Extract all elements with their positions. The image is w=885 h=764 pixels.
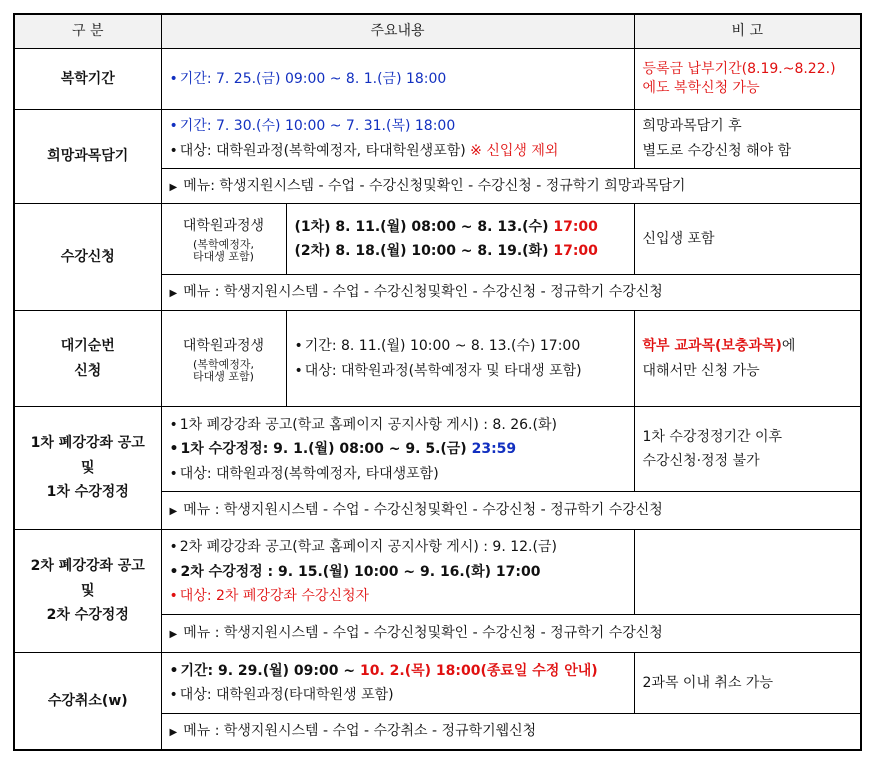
bullet-icon: • [169,70,178,87]
remark-waitlist-suffix: 에 [781,338,796,355]
target-sub-line2: 타대생 포함) [193,250,254,264]
remark-change1-line2: 수강신청·정정 불가 [642,453,760,470]
change2-cancel-notice: 2차 폐강강좌 공고(학교 홈페이지 공지사항 게시) : 9. 12.(금) [179,539,557,556]
category-change2-line1: 2차 폐강강좌 공고 [30,558,145,575]
triangle-right-icon: ▶ [169,288,178,300]
content-change2 [161,529,634,614]
schedule-table [13,13,862,751]
triangle-right-icon: ▶ [169,727,178,739]
registration-round2: (2차) 8. 18.(월) 10:00 ~ 8. 19.(화) [294,243,554,260]
remark-waitlist-highlight: 학부 교과목(보충과목) [642,338,782,355]
withdraw-period: 기간: 9. 29.(월) 09:00 ~ [180,662,360,679]
menu-path-text: 메뉴 : 학생지원시스템 - 수업 - 수강취소 - 정규학기웹신청 [183,723,537,740]
remark-change1 [634,407,861,492]
target-registration [161,204,286,275]
target-sub-line1: (복학예정자, [193,237,254,251]
remark-wishlist-line2: 별도로 수강신청 해야 함 [642,142,792,159]
category-change1 [14,407,161,529]
remark-change1-line1: 1차 수강정정기간 이후 [642,428,783,445]
table-row-readmission [14,49,861,110]
category-change1-line1: 1차 폐강강좌 공고 [30,435,145,452]
bullet-icon: • [169,539,178,556]
category-readmission: 복학기간 [14,49,161,110]
remark-wishlist-line1: 희망과목담기 후 [642,118,742,135]
content-readmission [161,49,634,110]
menu-path-text: 메뉴 : 학생지원시스템 - 수업 - 수강신청및확인 - 수강신청 - 정규학기 수강신청 [183,625,663,642]
remark-readmission: 등록금 납부기간(8.19.~8.22.) 에도 복학신청 가능 [634,49,861,110]
content-change1 [161,407,634,492]
remark-withdraw: 2과목 이내 취소 가능 [634,653,861,714]
triangle-right-icon: ▶ [169,506,178,518]
header-content: 주요내용 [161,14,634,49]
readmission-period: 기간: 7. 25.(금) 09:00 ~ 8. 1.(금) 18:00 [179,70,447,87]
table-row-change1 [14,407,861,492]
change1-period-end: 23:59 [471,441,517,458]
category-change2 [14,529,161,652]
content-withdraw [161,653,634,714]
table-row-change2 [14,529,861,614]
change2-period: 2차 수강정정 : 9. 15.(월) 10:00 ~ 9. 16.(화) 17:00 [180,563,541,580]
remark-waitlist-line2: 대해서만 신청 가능 [642,362,760,379]
table-row-waitlist [14,311,861,407]
menu-path-text: 메뉴 : 학생지원시스템 - 수업 - 수강신청및확인 - 수강신청 - 정규학기 수강신청 [183,502,663,519]
table-row-wishlist [14,110,861,169]
table-row-registration [14,204,861,275]
target-sub-line2: 타대생 포함) [193,370,254,384]
content-wishlist [161,110,634,169]
change1-period: 1차 수강정정: 9. 1.(월) 08:00 ~ 9. 5.(금) [180,441,472,458]
bullet-icon: • [169,142,178,159]
category-change1-line3: 1차 수강정정 [46,484,129,501]
menu-path-change2 [161,614,861,652]
bullet-icon: • [169,416,178,433]
remark-change2 [634,529,861,614]
waitlist-target: 대상: 대학원과정(복학예정자 및 타대생 포함) [304,362,582,379]
bullet-icon: • [169,588,178,605]
wishlist-target: 대상: 대학원과정(복학예정자, 타대학원생포함) [179,142,471,159]
menu-path-change1 [161,492,861,529]
bullet-icon: • [294,362,303,379]
header-remarks: 비 고 [634,14,861,49]
content-waitlist [286,311,634,407]
bullet-icon: • [169,662,179,679]
wishlist-period: 기간: 7. 30.(수) 10:00 ~ 7. 31.(목) 18:00 [179,118,456,135]
bullet-icon: • [169,441,179,458]
bullet-icon: • [169,687,178,704]
menu-path-wishlist [161,168,861,203]
withdraw-period-end: 10. 2.(목) 18:00(종료일 수정 안내) [359,662,598,679]
waitlist-period: 기간: 8. 11.(월) 10:00 ~ 8. 13.(수) 17:00 [304,338,581,355]
target-sub-line1: (복학예정자, [193,357,254,371]
bullet-icon: • [169,465,178,482]
triangle-right-icon: ▶ [169,629,178,641]
registration-round1-end: 17:00 [553,218,598,235]
remark-wishlist [634,110,861,169]
triangle-right-icon: ▶ [169,181,178,193]
category-change1-line2: 및 [80,459,95,476]
bullet-icon: • [169,563,179,580]
category-waitlist [14,311,161,407]
category-change2-line3: 2차 수강정정 [46,607,129,624]
table-header-row [14,14,861,49]
menu-path-withdraw [161,713,861,750]
change2-target: 대상: 2차 폐강강좌 수강신청자 [179,588,370,605]
change1-cancel-notice: 1차 폐강강좌 공고(학교 홈페이지 공지사항 게시) : 8. 26.(화) [179,416,557,433]
withdraw-target: 대상: 대학원과정(타대학원생 포함) [179,687,394,704]
category-waitlist-line1: 대기순번 [60,338,115,355]
wishlist-exclusion: ※ 신입생 제외 [470,142,559,159]
header-category: 구 분 [14,14,161,49]
target-label: 대학원과정생 [182,218,265,235]
content-registration [286,204,634,275]
menu-path-registration [161,274,861,310]
remark-waitlist [634,311,861,407]
target-waitlist [161,311,286,407]
registration-round1: (1차) 8. 11.(월) 08:00 ~ 8. 13.(수) [294,218,554,235]
registration-round2-end: 17:00 [553,243,598,260]
category-wishlist: 희망과목담기 [14,110,161,204]
target-label: 대학원과정생 [182,338,265,355]
change1-target: 대상: 대학원과정(복학예정자, 타대생포함) [179,465,439,482]
category-change2-line2: 및 [80,582,95,599]
category-registration: 수강신청 [14,204,161,311]
remark-registration: 신입생 포함 [634,204,861,275]
bullet-icon: • [169,118,178,135]
category-withdraw: 수강취소(w) [14,653,161,750]
menu-path-text: 메뉴: 학생지원시스템 - 수업 - 수강신청및확인 - 수강신청 - 정규학기 희망과목담기 [183,177,686,194]
category-waitlist-line2: 신청 [74,362,102,379]
table-row-withdraw [14,653,861,714]
menu-path-text: 메뉴 : 학생지원시스템 - 수업 - 수강신청및확인 - 수강신청 - 정규학기 수강신청 [183,284,663,301]
bullet-icon: • [294,338,303,355]
